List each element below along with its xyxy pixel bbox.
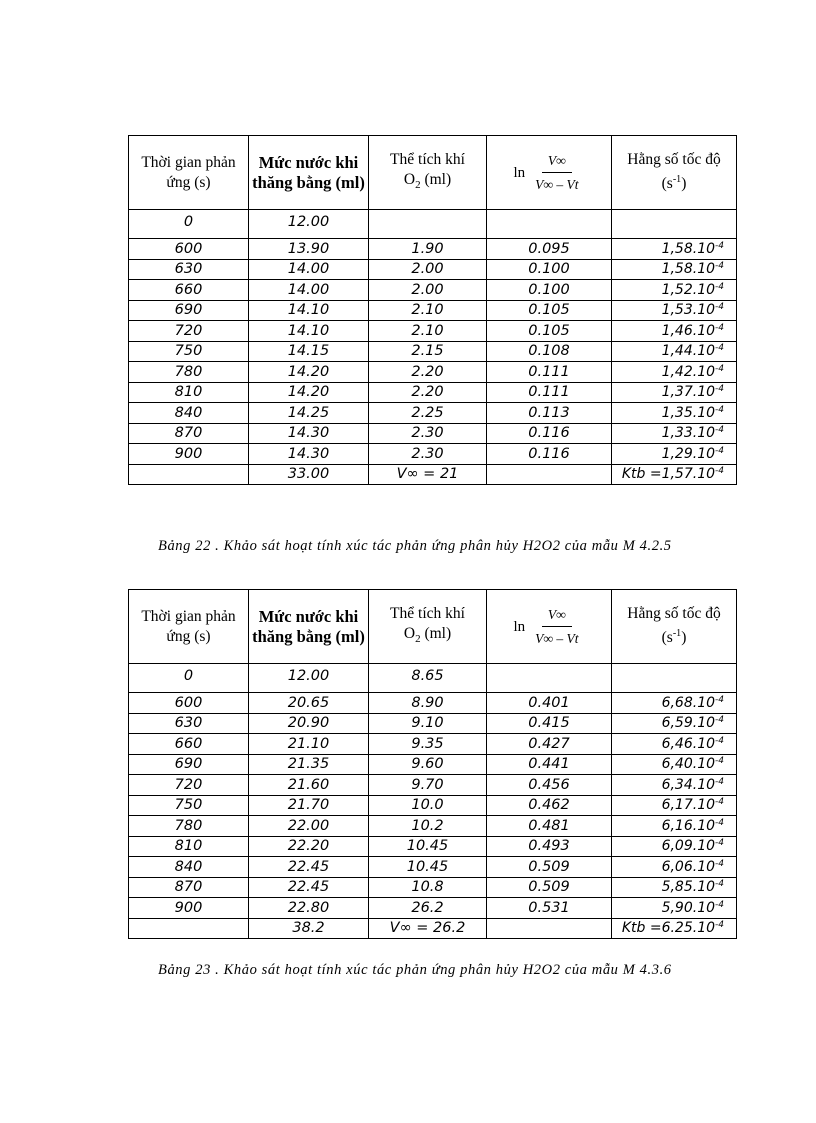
cell-ln: 0.415 [487, 713, 612, 734]
cell-water: 14.20 [249, 382, 369, 403]
table-row [129, 857, 737, 878]
cell-ln: 0.456 [487, 775, 612, 796]
cell-water: 22.45 [249, 877, 369, 898]
table-header-row [129, 590, 737, 664]
cell-water: 22.20 [249, 836, 369, 857]
cell-k: $6,34.10^{-4}$ [612, 775, 737, 796]
cell-ln: 0.100 [487, 259, 612, 280]
cell-time: 660 [129, 734, 249, 755]
table-row [129, 734, 737, 755]
cell-time: 840 [129, 857, 249, 878]
cell-volume: 9.10 [369, 713, 487, 734]
cell-ln: 0.111 [487, 382, 612, 403]
table-row [129, 877, 737, 898]
table-row [129, 693, 737, 714]
table-row [129, 280, 737, 301]
header-rate-constant: Hằng số tốc độ $(s^{-1})$ [612, 136, 737, 210]
cell-k: $6,46.10^{-4}$ [612, 734, 737, 755]
cell-water: 14.25 [249, 403, 369, 424]
cell-time: 750 [129, 341, 249, 362]
cell-water: 14.10 [249, 321, 369, 342]
cell-k: $6,17.10^{-4}$ [612, 795, 737, 816]
table-row [129, 713, 737, 734]
table-row [129, 898, 737, 919]
cell-time: 870 [129, 423, 249, 444]
cell-ln: 0.427 [487, 734, 612, 755]
cell-water: 21.10 [249, 734, 369, 755]
cell-ln: 0.105 [487, 321, 612, 342]
cell-k: $5,90.10^{-4}$ [612, 898, 737, 919]
cell-ln: 0.113 [487, 403, 612, 424]
cell-volume: 9.60 [369, 754, 487, 775]
cell-ln [487, 210, 612, 239]
table-row [129, 239, 737, 260]
cell-volume: 9.70 [369, 775, 487, 796]
cell-k [612, 664, 737, 693]
header-time: Thời gian phản ứng (s) [129, 136, 249, 210]
cell-k-average: Ktb $=6.25.10^{-4}$ [612, 918, 737, 939]
cell-water: 14.30 [249, 423, 369, 444]
cell-volume: 2.10 [369, 300, 487, 321]
cell-volume: 8.65 [369, 664, 487, 693]
header-rate-constant: Hằng số tốc độ $(s^{-1})$ [612, 590, 737, 664]
table-header-row [129, 136, 737, 210]
table-sample-m425 [128, 135, 737, 485]
cell-time: 720 [129, 321, 249, 342]
cell-time: 720 [129, 775, 249, 796]
cell-volume: 2.10 [369, 321, 487, 342]
cell-ln: 0.116 [487, 423, 612, 444]
cell-time: 0 [129, 210, 249, 239]
cell-time: 780 [129, 816, 249, 837]
cell-k: $6,68.10^{-4}$ [612, 693, 737, 714]
cell-volume: 2.00 [369, 280, 487, 301]
cell-k: $1,37.10^{-4}$ [612, 382, 737, 403]
table-sample-m436 [128, 589, 737, 939]
cell-ln: 0.105 [487, 300, 612, 321]
cell-water-total: 38.2 [249, 918, 369, 939]
table-row [129, 300, 737, 321]
cell-ln: 0.493 [487, 836, 612, 857]
cell-volume: 26.2 [369, 898, 487, 919]
header-o2-volume: Thể tích khí $O_2$ (ml) [369, 590, 487, 664]
table-row [129, 403, 737, 424]
cell-volume: 10.2 [369, 816, 487, 837]
cell-time: 870 [129, 877, 249, 898]
cell-time [129, 464, 249, 485]
cell-v-infinity: V∞ = 26.2 [369, 918, 487, 939]
cell-volume: 9.35 [369, 734, 487, 755]
cell-time: 690 [129, 754, 249, 775]
cell-time: 630 [129, 259, 249, 280]
cell-water: 21.70 [249, 795, 369, 816]
table-row [129, 341, 737, 362]
cell-k: $5,85.10^{-4}$ [612, 877, 737, 898]
cell-k: $1,58.10^{-4}$ [612, 239, 737, 260]
cell-ln: 0.100 [487, 280, 612, 301]
table-row [129, 382, 737, 403]
cell-k: $1,53.10^{-4}$ [612, 300, 737, 321]
cell-ln: 0.441 [487, 754, 612, 775]
cell-water: 14.10 [249, 300, 369, 321]
cell-ln: 0.401 [487, 693, 612, 714]
table-row [129, 321, 737, 342]
cell-k: $6,59.10^{-4}$ [612, 713, 737, 734]
cell-k [612, 210, 737, 239]
cell-water: 21.60 [249, 775, 369, 796]
cell-ln: 0.462 [487, 795, 612, 816]
table-row [129, 444, 737, 465]
cell-k: $1,44.10^{-4}$ [612, 341, 737, 362]
header-water-level: Mức nước khi thăng bằng (ml) [249, 136, 369, 210]
cell-water-total: 33.00 [249, 464, 369, 485]
table-caption-23: Bảng 23 . Khảo sát hoạt tính xúc tác phản ứng phân hủy H2O2 của mẫu M 4.3.6 [158, 962, 672, 978]
cell-v-infinity: V∞ = 21 [369, 464, 487, 485]
cell-time: 750 [129, 795, 249, 816]
cell-k: $6,06.10^{-4}$ [612, 857, 737, 878]
cell-time: 780 [129, 362, 249, 383]
table-row [129, 259, 737, 280]
table-row [129, 836, 737, 857]
table-row [129, 816, 737, 837]
table-row-initial [129, 210, 737, 239]
cell-time: 660 [129, 280, 249, 301]
cell-ln [487, 464, 612, 485]
table-caption-22: Bảng 22 . Khảo sát hoạt tính xúc tác phản ứng phân hủy H2O2 của mẫu M 4.2.5 [158, 538, 672, 554]
header-ln-formula: ln $\frac{V\infty}{V\infty - Vt}$ [487, 590, 612, 664]
cell-ln: 0.509 [487, 877, 612, 898]
cell-volume [369, 210, 487, 239]
cell-volume: 2.20 [369, 362, 487, 383]
cell-water: 21.35 [249, 754, 369, 775]
cell-ln: 0.108 [487, 341, 612, 362]
cell-time [129, 918, 249, 939]
cell-volume: 2.25 [369, 403, 487, 424]
cell-volume: 2.00 [369, 259, 487, 280]
cell-time: 900 [129, 898, 249, 919]
cell-k: $1,46.10^{-4}$ [612, 321, 737, 342]
cell-water: 20.65 [249, 693, 369, 714]
cell-water: 14.00 [249, 259, 369, 280]
cell-water: 12.00 [249, 664, 369, 693]
cell-ln: 0.509 [487, 857, 612, 878]
cell-time: 840 [129, 403, 249, 424]
cell-time: 810 [129, 382, 249, 403]
table-row [129, 775, 737, 796]
cell-ln: 0.481 [487, 816, 612, 837]
header-water-level: Mức nước khi thăng bằng (ml) [249, 590, 369, 664]
cell-volume: 2.20 [369, 382, 487, 403]
cell-k: $1,35.10^{-4}$ [612, 403, 737, 424]
cell-water: 22.45 [249, 857, 369, 878]
cell-water: 22.00 [249, 816, 369, 837]
cell-ln [487, 918, 612, 939]
cell-time: 600 [129, 693, 249, 714]
cell-volume: 2.30 [369, 423, 487, 444]
cell-k: $1,33.10^{-4}$ [612, 423, 737, 444]
cell-ln: 0.531 [487, 898, 612, 919]
table-summary-row [129, 464, 737, 485]
cell-ln [487, 664, 612, 693]
cell-volume: 10.0 [369, 795, 487, 816]
cell-ln: 0.116 [487, 444, 612, 465]
cell-time: 600 [129, 239, 249, 260]
cell-water: 14.20 [249, 362, 369, 383]
table-row [129, 795, 737, 816]
cell-k: $1,42.10^{-4}$ [612, 362, 737, 383]
cell-water: 12.00 [249, 210, 369, 239]
cell-k: $6,40.10^{-4}$ [612, 754, 737, 775]
cell-water: 14.00 [249, 280, 369, 301]
table-summary-row [129, 918, 737, 939]
cell-k: $1,52.10^{-4}$ [612, 280, 737, 301]
cell-volume: 10.45 [369, 857, 487, 878]
cell-k: $1,58.10^{-4}$ [612, 259, 737, 280]
cell-water: 13.90 [249, 239, 369, 260]
cell-ln: 0.111 [487, 362, 612, 383]
cell-water: 22.80 [249, 898, 369, 919]
cell-water: 14.30 [249, 444, 369, 465]
header-ln-formula: ln $\frac{V\infty}{V\infty - Vt}$ [487, 136, 612, 210]
cell-volume: 2.30 [369, 444, 487, 465]
cell-volume: 1.90 [369, 239, 487, 260]
cell-k-average: Ktb $=1,57.10^{-4}$ [612, 464, 737, 485]
cell-time: 0 [129, 664, 249, 693]
cell-k: $6,09.10^{-4}$ [612, 836, 737, 857]
cell-volume: 10.8 [369, 877, 487, 898]
cell-ln: 0.095 [487, 239, 612, 260]
table-row [129, 362, 737, 383]
cell-time: 690 [129, 300, 249, 321]
cell-k: $1,29.10^{-4}$ [612, 444, 737, 465]
cell-time: 630 [129, 713, 249, 734]
header-o2-volume: Thể tích khí $O_2$ (ml) [369, 136, 487, 210]
cell-time: 900 [129, 444, 249, 465]
cell-volume: 8.90 [369, 693, 487, 714]
table-row-initial [129, 664, 737, 693]
cell-volume: 10.45 [369, 836, 487, 857]
cell-volume: 2.15 [369, 341, 487, 362]
cell-k: $6,16.10^{-4}$ [612, 816, 737, 837]
table-row [129, 754, 737, 775]
cell-time: 810 [129, 836, 249, 857]
cell-water: 14.15 [249, 341, 369, 362]
header-time: Thời gian phản ứng (s) [129, 590, 249, 664]
cell-water: 20.90 [249, 713, 369, 734]
table-row [129, 423, 737, 444]
